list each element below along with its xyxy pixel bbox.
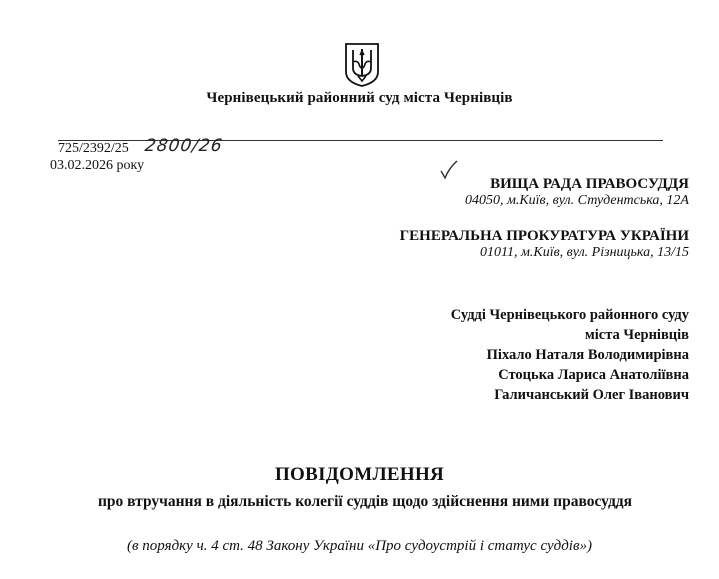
recipient-address: 01011, м.Київ, вул. Різницька, 13/15: [480, 245, 689, 260]
court-name: Чернівецький районний суд міста Чернівців: [206, 90, 513, 106]
notice-title: ПОВІДОМЛЕННЯ: [274, 464, 445, 485]
judges-city-line: міста Чернівців: [584, 327, 689, 343]
judge-name: Стоцька Лариса Анатоліївна: [498, 367, 689, 383]
recipient-block: [400, 228, 689, 261]
recipient-name: ВИЩА РАДА ПРАВОСУДДЯ: [490, 176, 689, 192]
recipient-address: 04050, м.Київ, вул. Студентська, 12А: [464, 193, 689, 208]
judge-name: Галичанський Олег Іванович: [494, 387, 689, 403]
recipient-block: [465, 176, 689, 209]
handwritten-check-icon: [440, 160, 458, 180]
handwritten-registration-number: 2800/26: [143, 136, 225, 156]
judges-court-line: Судді Чернівецького районного суду: [450, 307, 689, 323]
judges-addressee-block: [451, 305, 689, 405]
notice-subtitle: про втручання в діяльність колегії суддів щодо здійснення ними правосуддя: [97, 493, 633, 510]
judge-name: Піхало Наталя Володимирівна: [486, 347, 689, 363]
notice-legal-basis: (в порядку ч. 4 ст. 48 Закону України «Про судоустрій і статус суддів»): [127, 538, 592, 554]
registration-date: 03.02.2026 року: [50, 158, 145, 173]
registration-number: 725/2392/25: [58, 141, 129, 156]
recipient-name: ГЕНЕРАЛЬНА ПРОКУРАТУРА УКРАЇНИ: [399, 228, 689, 244]
trident-coat-of-arms-icon: [344, 42, 380, 88]
